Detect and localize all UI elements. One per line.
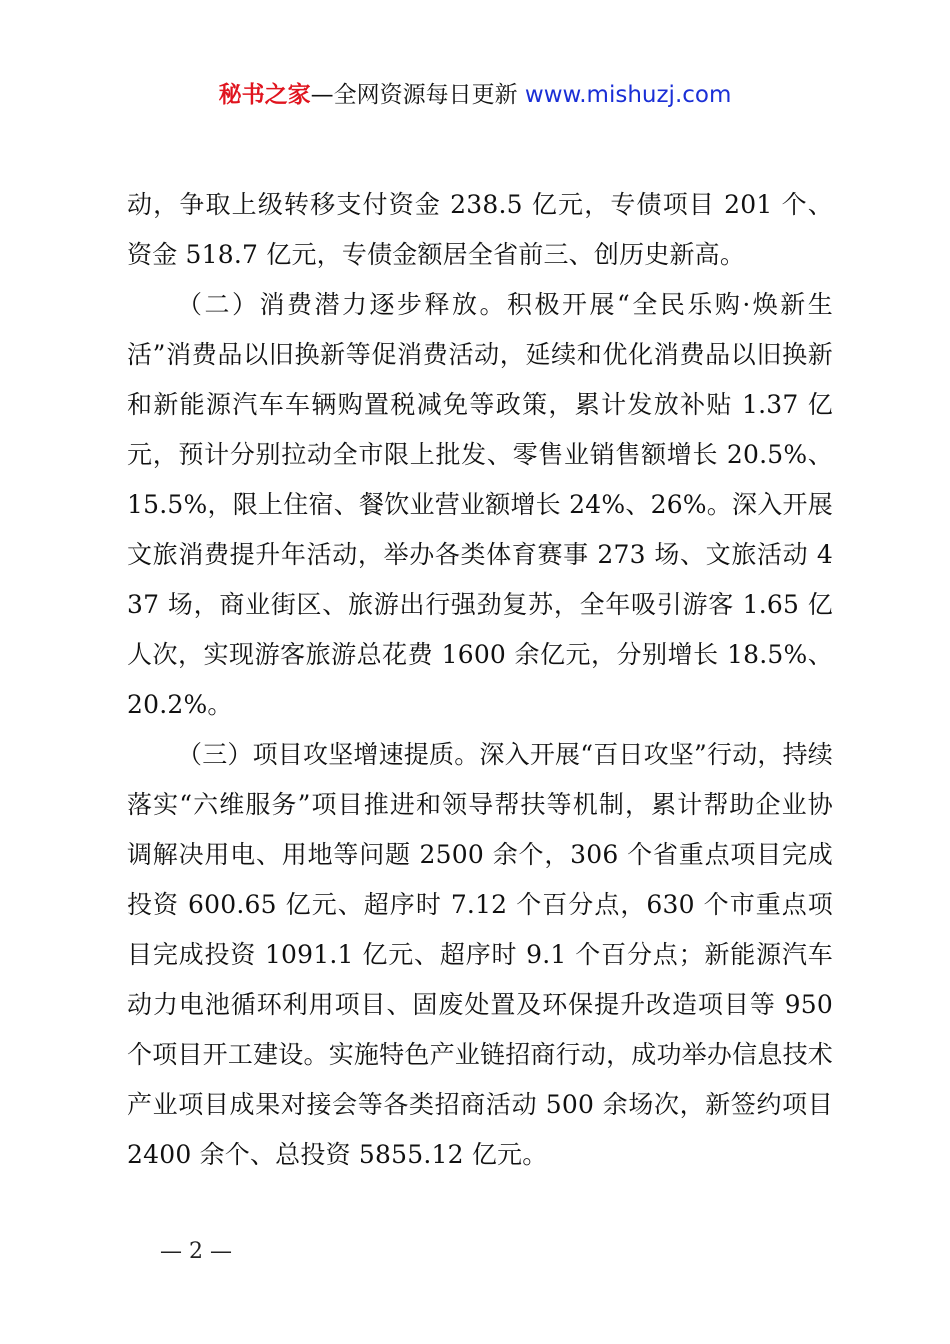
paragraph-consumption: （二）消费潜力逐步释放。积极开展“全民乐购·焕新生活”消费品以旧换新等促消费活动，延续和优化消费品以旧换新和新能源汽车车辆购置税减免等政策，累计发放补贴 1.37 亿元，预计分别拉动全市限上批发、零售业销售额增长 20.5%、15.5%，限上住宿、餐饮业营业额增长 24%、26%。深入开展文旅消费提升年活动，举办各类体育赛事 273 场、文旅活动 437 场，商业街区、旅游出行强劲复苏，全年吸引游客 1.65 亿人次，实现游客旅游总花费 1600 余亿元，分别增长 18.5%、20.2%。 (127, 290, 833, 719)
paragraph-continuation: 动，争取上级转移支付资金 238.5 亿元，专债项目 201 个、资金 518.7 亿元，专债金额居全省前三、创历史新高。 (127, 190, 833, 269)
page-number: — 2 — (160, 1239, 232, 1264)
paragraph-projects: （三）项目攻坚增速提质。深入开展“百日攻坚”行动，持续落实“六维服务”项目推进和领导帮扶等机制，累计帮助企业协调解决用电、用地等问题 2500 余个，306 个省重点项目完成投资 600.65 亿元、超序时 7.12 个百分点，630 个市重点项目完成投资 1091.1 亿元、超序时 9.1 个百分点；新能源汽车动力电池循环利用项目、固废处置及环保提升改造项目等 950 个项目开工建设。实施特色产业链招商行动，成功举办信息技术产业项目成果对接会等各类招商活动 500 余场次，新签约项目 2400 余个、总投资 5855.12 亿元。 (127, 740, 833, 1169)
header-slogan: —全网资源每日更新 (310, 82, 518, 108)
site-header (0, 78, 950, 112)
document-body (127, 180, 833, 1180)
site-url-link[interactable]: www.mishuzj.com (524, 82, 732, 108)
brand-name: 秘书之家 (218, 82, 311, 108)
